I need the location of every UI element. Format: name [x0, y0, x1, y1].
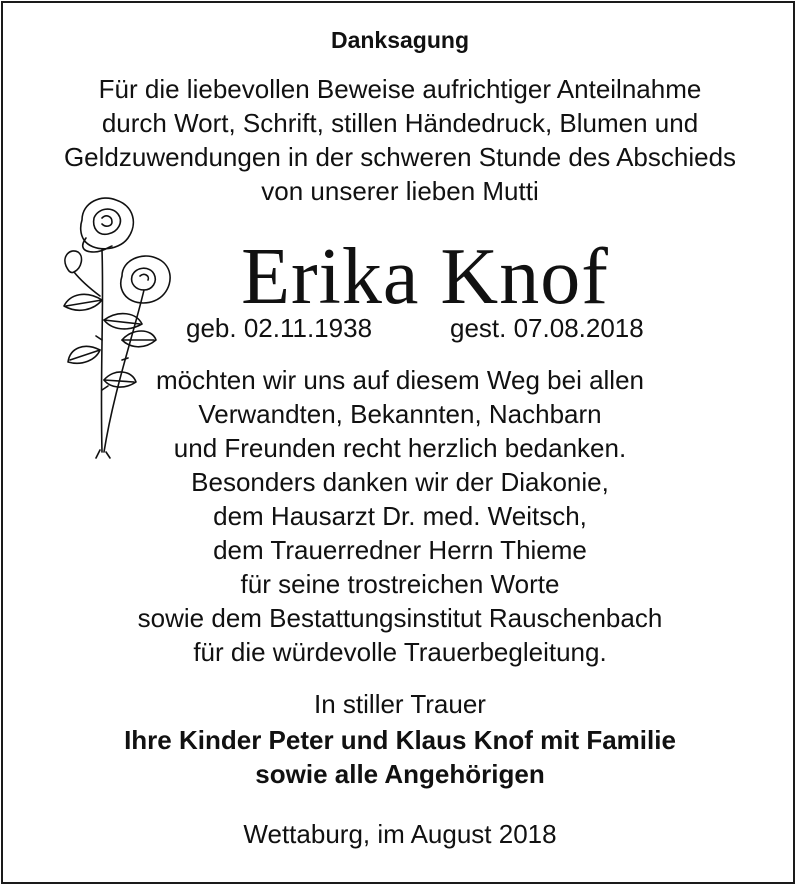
- body-line-4: Besonders danken wir der Diakonie,: [191, 467, 609, 497]
- birth-date: geb. 02.11.1938: [186, 313, 373, 343]
- body-line-2: Verwandten, Bekannten, Nachbarn: [198, 399, 602, 429]
- closing-line: In stiller Trauer: [314, 689, 486, 719]
- body-line-7: für seine trostreichen Worte: [240, 569, 560, 599]
- intro-line-3: Geldzuwendungen in der schweren Stunde des Abschieds: [63, 142, 737, 172]
- deceased-name: Erika Knof: [241, 233, 609, 321]
- signatories-line-1: Ihre Kinder Peter und Klaus Knof mit Familie: [124, 725, 676, 755]
- body-line-1: möchten wir uns auf diesem Weg bei allen: [156, 365, 644, 395]
- intro-line-2: durch Wort, Schrift, stillen Händedruck, Blumen und: [101, 108, 699, 138]
- death-date: gest. 07.08.2018: [450, 313, 644, 343]
- body-line-6: dem Trauerredner Herrn Thieme: [213, 535, 587, 565]
- notice-heading: Danksagung: [330, 27, 470, 53]
- place-date: Wettaburg, im August 2018: [243, 819, 557, 849]
- body-line-5: dem Hausarzt Dr. med. Weitsch,: [213, 501, 587, 531]
- intro-line-1: Für die liebevollen Beweise aufrichtiger Anteilnahme: [98, 74, 702, 104]
- intro-line-4: von unserer lieben Mutti: [261, 176, 539, 206]
- body-line-9: für die würdevolle Trauerbegleitung.: [193, 637, 607, 667]
- body-line-8: sowie dem Bestattungsinstitut Rauschenbach: [137, 603, 663, 633]
- signatories-line-2: sowie alle Angehörigen: [255, 759, 545, 789]
- body-line-3: und Freunden recht herzlich bedanken.: [173, 433, 627, 463]
